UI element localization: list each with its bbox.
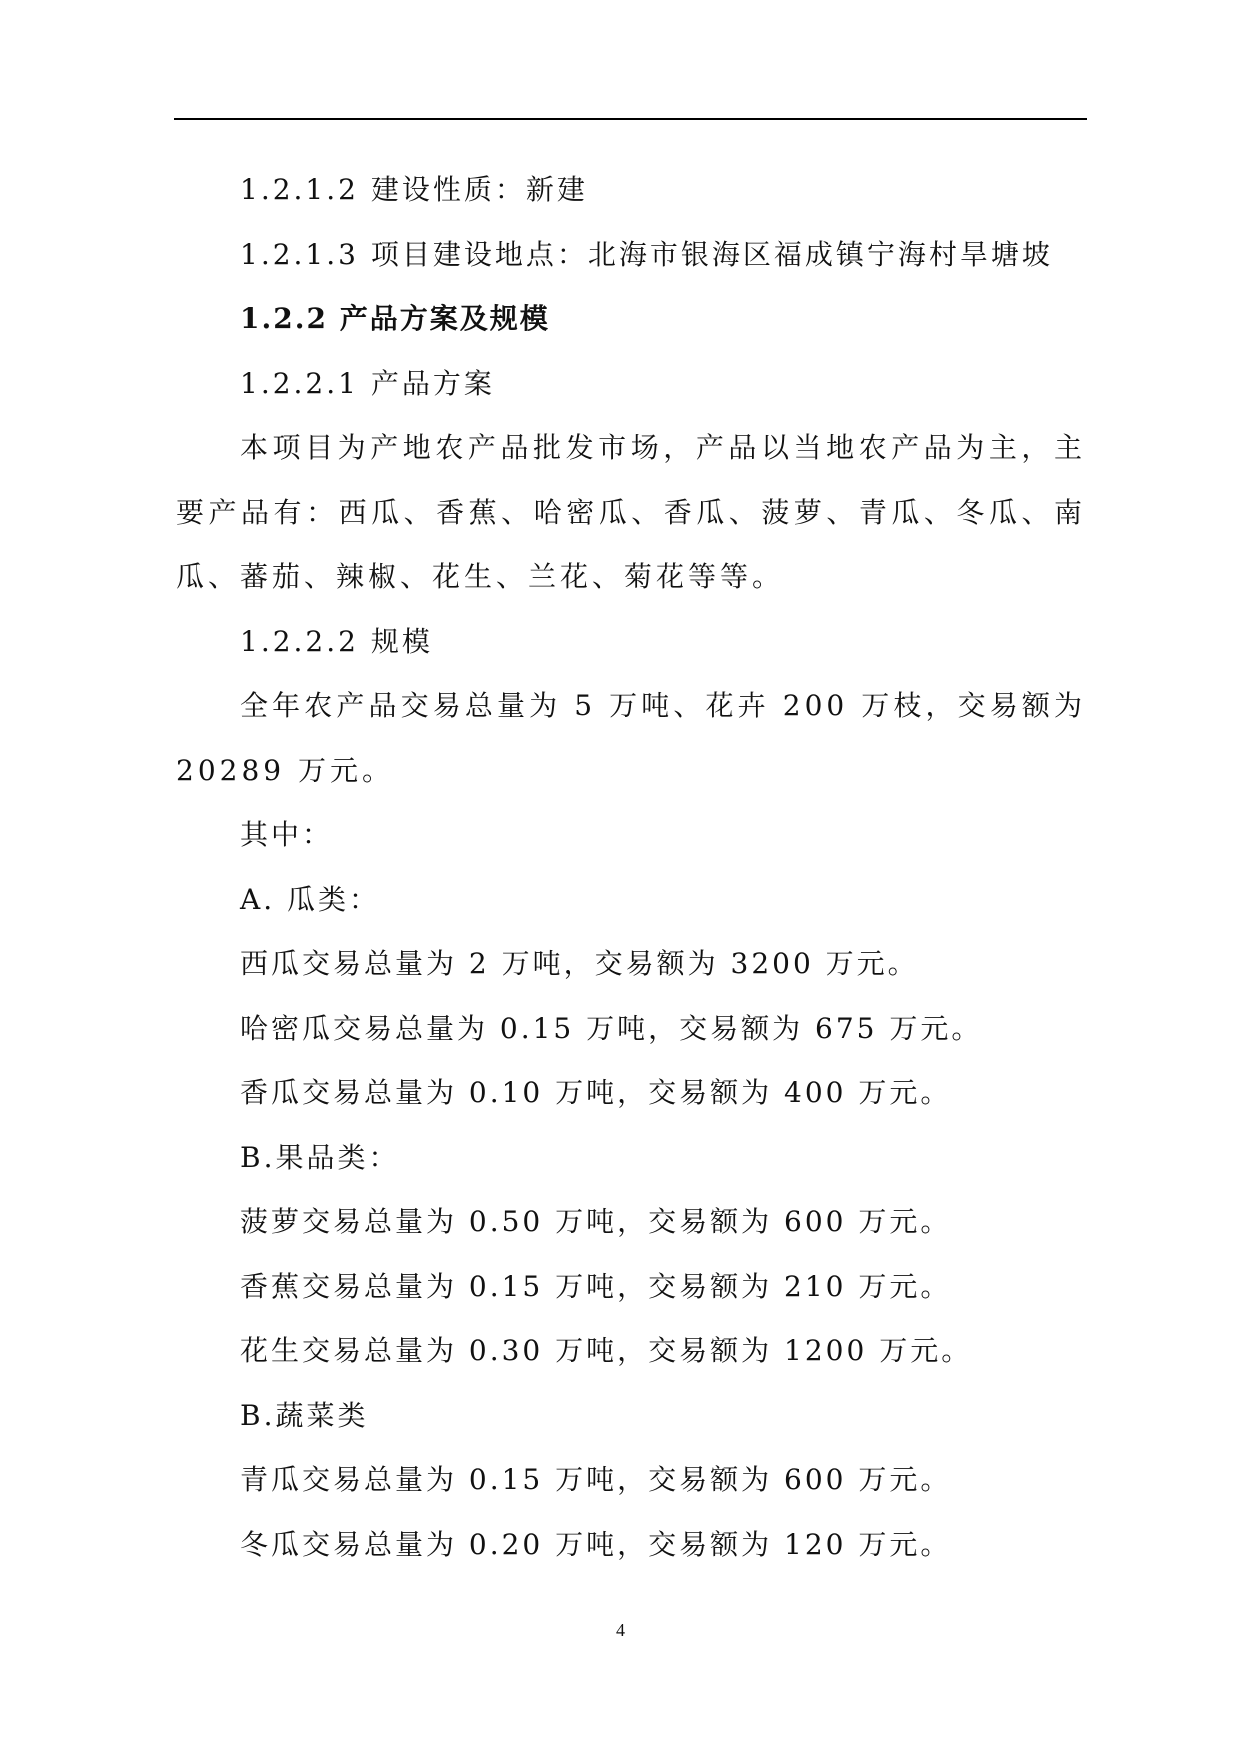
item-pineapple: 菠萝交易总量为 0.50 万吨，交易额为 600 万元。 xyxy=(240,1205,952,1238)
item-banana: 香蕉交易总量为 0.15 万吨，交易额为 210 万元。 xyxy=(240,1269,952,1303)
document-body xyxy=(176,158,1086,1577)
paragraph-products: 本项目为产地农产品批发市场，产品以当地农产品为主，主要产品有：西瓜、香蕉、哈密瓜、香瓜、菠萝、青瓜、冬瓜、南瓜、蕃茄、辣椒、花生、兰花、菊花等等。 xyxy=(176,431,1086,593)
category-vegetables: B.蔬菜类 xyxy=(240,1398,369,1432)
item-watermelon: 西瓜交易总量为 2 万吨，交易额为 3200 万元。 xyxy=(240,947,919,980)
paragraph-scale: 全年农产品交易总量为 5 万吨、花卉 200 万枝，交易额为 20289 万元。 xyxy=(176,689,1086,787)
page-number: 4 xyxy=(616,1620,625,1640)
item-peanut: 花生交易总量为 0.30 万吨，交易额为 1200 万元。 xyxy=(240,1334,973,1367)
category-melons: A. 瓜类： xyxy=(240,882,381,916)
among-label: 其中： xyxy=(240,818,334,851)
section-construction-nature: 1.2.1.2 建设性质：新建 xyxy=(240,173,588,206)
item-muskmelon: 香瓜交易总量为 0.10 万吨，交易额为 400 万元。 xyxy=(240,1076,952,1109)
subsection-product-plan: 1.2.2.1 产品方案 xyxy=(240,366,495,400)
item-winter-melon: 冬瓜交易总量为 0.20 万吨，交易额为 120 万元。 xyxy=(240,1527,952,1561)
section-construction-location: 1.2.1.3 项目建设地点：北海市银海区福成镇宁海村旱塘坡 xyxy=(240,237,1053,271)
item-cucumber: 青瓜交易总量为 0.15 万吨，交易额为 600 万元。 xyxy=(240,1463,952,1496)
category-fruits: B.果品类： xyxy=(240,1140,400,1174)
subsection-scale: 1.2.2.2 规模 xyxy=(240,624,433,658)
item-hami-melon: 哈密瓜交易总量为 0.15 万吨，交易额为 675 万元。 xyxy=(240,1011,983,1045)
section-heading-product-plan-scale: 1.2.2 产品方案及规模 xyxy=(240,302,550,335)
header-rule xyxy=(174,118,1087,120)
